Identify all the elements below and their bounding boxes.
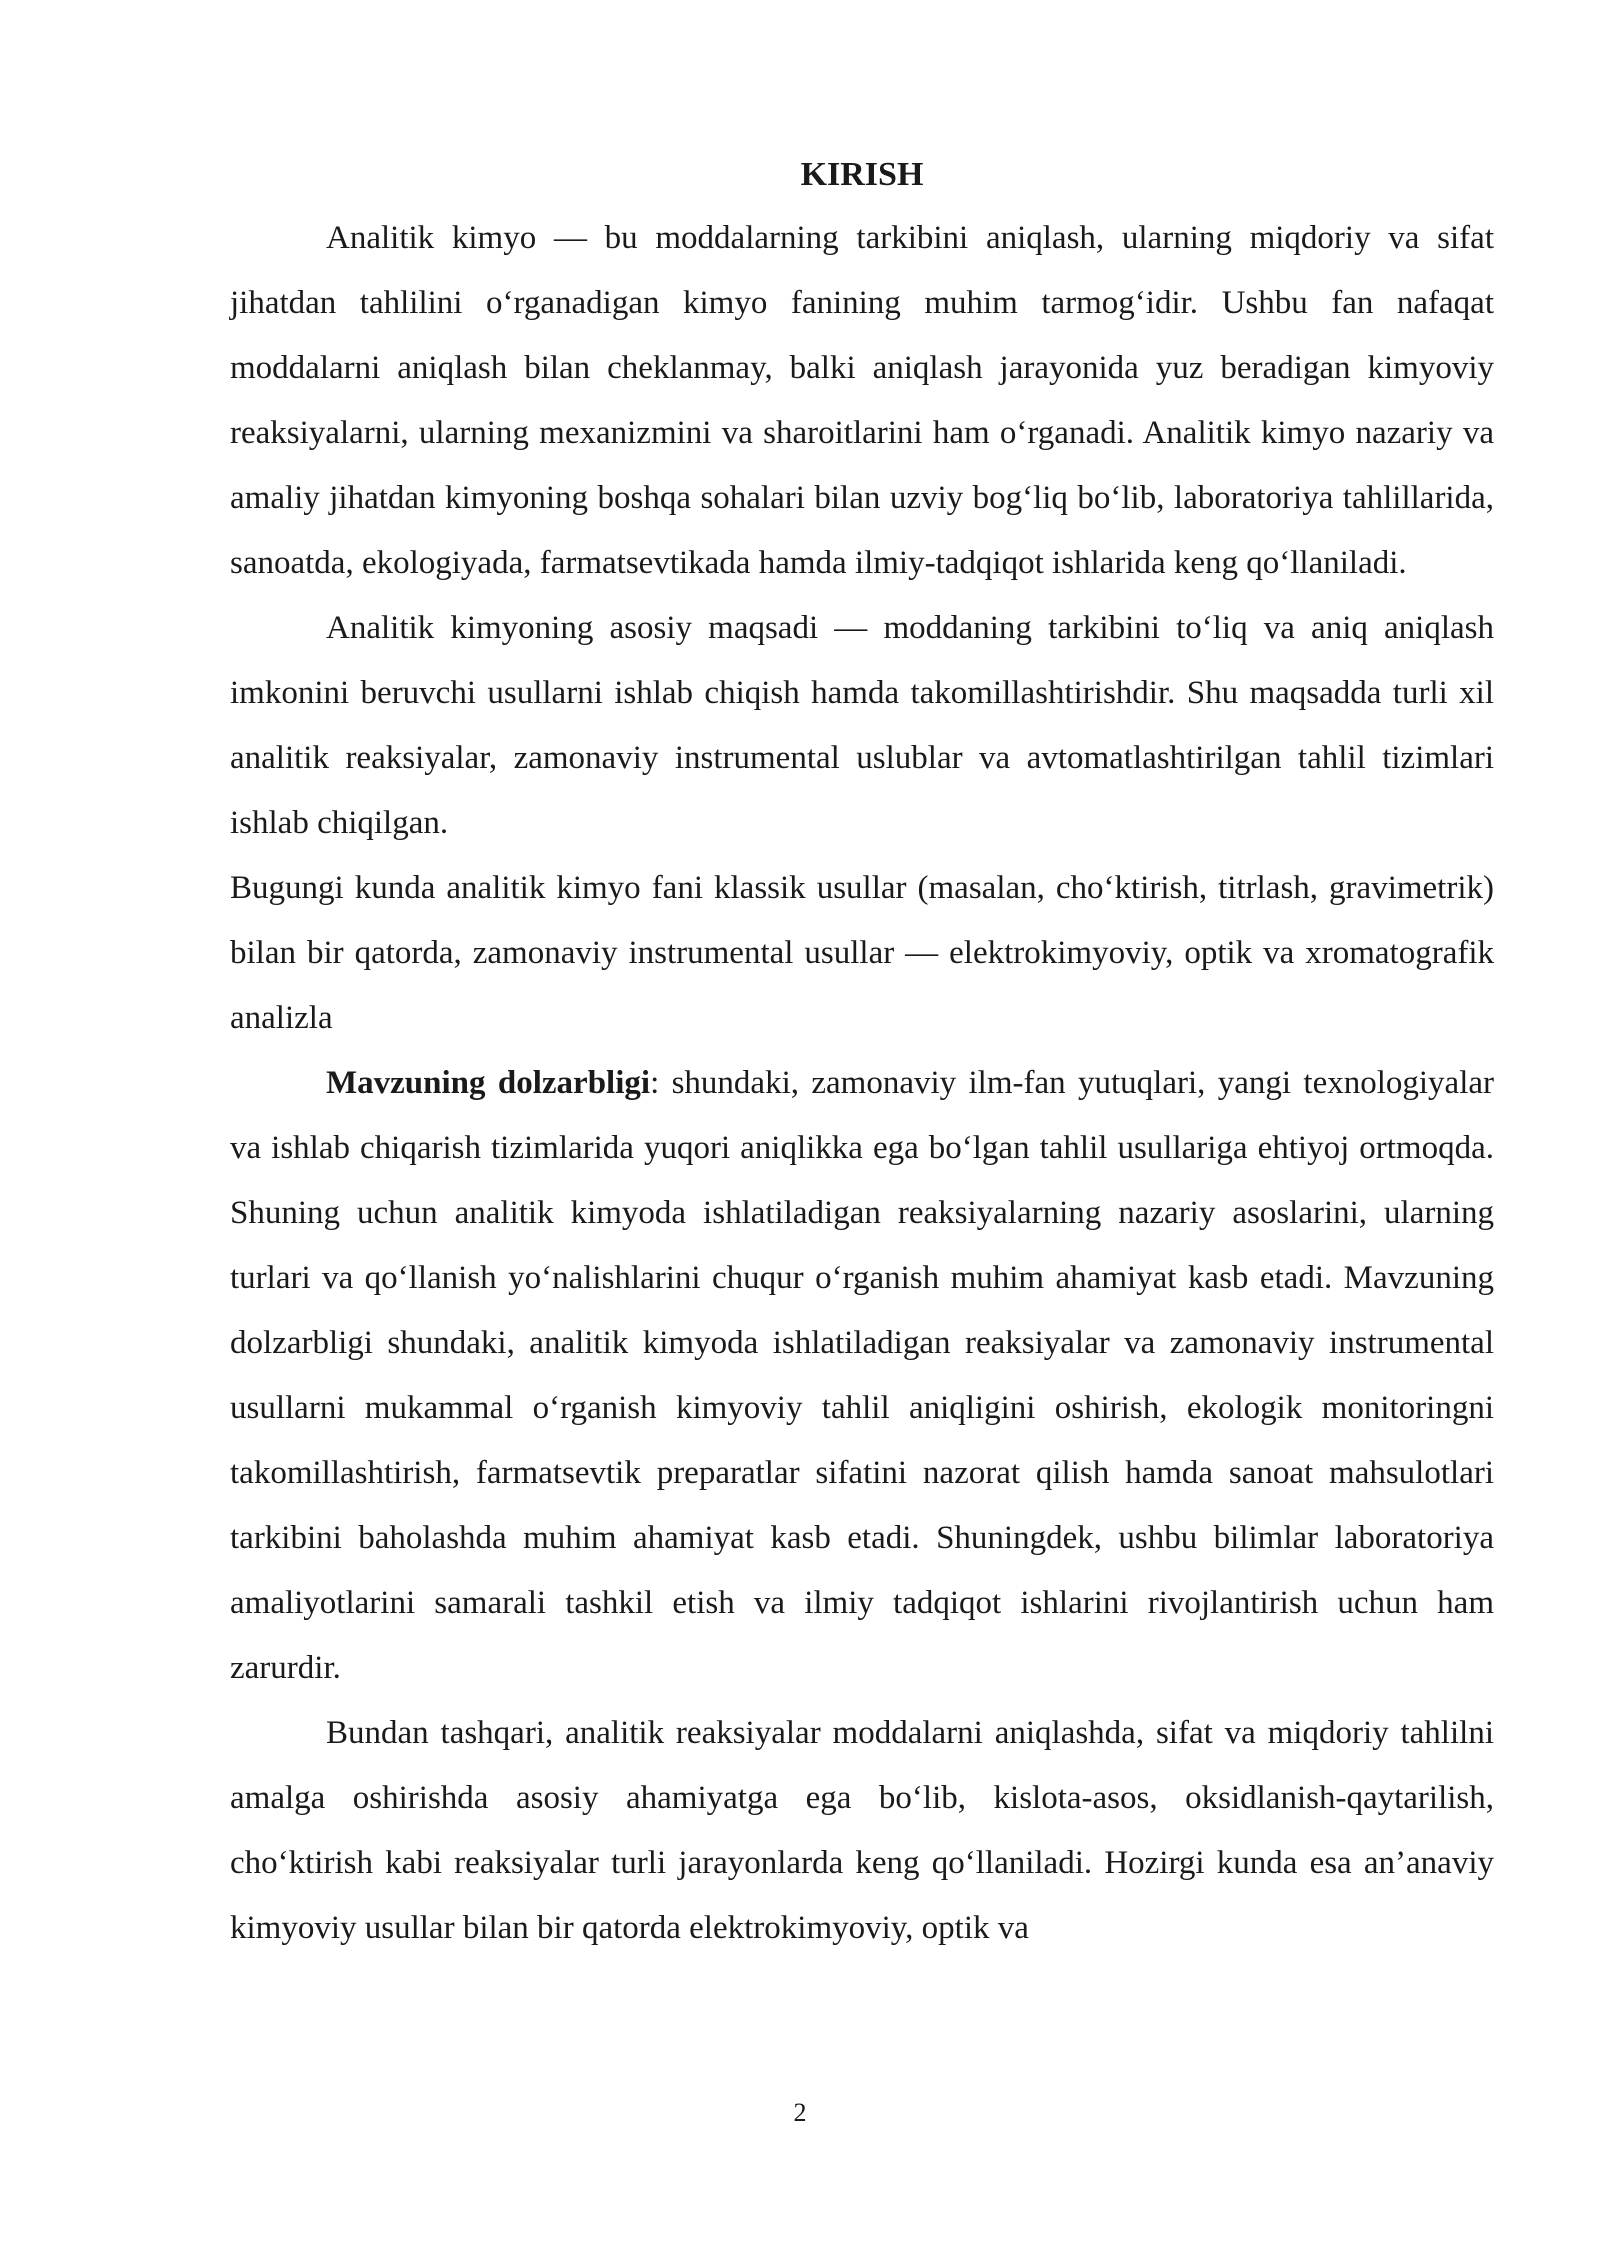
paragraph-additionally: Bundan tashqari, analitik reaksiyalar moddalarni aniqlashda, sifat va miqdoriy tahlilni amalga oshirishda asosiy ahamiyatga ega bo‘lib, kislota-asos, oksidlanish-qaytarilish, cho‘ktirish kabi reaksiyalar turli jarayonlarda keng qo‘llaniladi. Hozirgi kunda esa an’anaviy kimyoviy usullar bilan bir qatorda elektrokimyoviy, optik va	[230, 1715, 1494, 1946]
relevance-heading: Mavzuning dolzarbligi	[326, 1065, 651, 1101]
document-page	[230, 148, 1494, 1961]
page-title: KIRISH	[800, 156, 924, 193]
paragraph-today: Bugungi kunda analitik kimyo fani klassik usullar (masalan, cho‘ktirish, titrlash, gravimetrik) bilan bir qatorda, zamonaviy instrumental usullar — elektrokimyoviy, optik va xromatografik analizla	[230, 870, 1494, 1036]
paragraph-main-goal: Analitik kimyoning asosiy maqsadi — moddaning tarkibini to‘liq va aniq aniqlash imkonini beruvchi usullarni ishlab chiqish hamda takomillashtirishdir. Shu maqsadda turli xil analitik reaksiyalar, zamonaviy instrumental uslublar va avtomatlashtirilgan tahlil tizimlari ishlab chiqilgan.	[230, 610, 1494, 841]
relevance-text: : shundaki, zamonaviy ilm-fan yutuqlari, yangi texnologiyalar va ishlab chiqarish tizimlarida yuqori aniqlikka ega bo‘lgan tahlil usullariga ehtiyoj ortmoqda. Shuning uchun analitik kimyoda ishlatiladigan reaksiyalarning nazariy asoslarini, ularning turlari va qo‘llanish yo‘nalishlarini chuqur o‘rganish muhim ahamiyat kasb etadi. Mavzuning dolzarbligi shundaki, analitik kimyoda ishlatiladigan reaksiyalar va zamonaviy instrumental usullarni mukammal o‘rganish kimyoviy tahlil aniqligini oshirish, ekologik monitoringni takomillashtirish, farmatsevtik preparatlar sifatini nazorat qilish hamda sanoat mahsulotlari tarkibini baholashda muhim ahamiyat kasb etadi. Shuningdek, ushbu bilimlar laboratoriya amaliyotlarini samarali tashkil etish va ilmiy tadqiqot ishlarini rivojlantirish uchun ham zarurdir.	[230, 1065, 1495, 1686]
paragraph-relevance	[230, 1051, 1494, 1701]
paragraph-intro: Analitik kimyo — bu moddalarning tarkibini aniqlash, ularning miqdoriy va sifat jihatdan tahlilini o‘rganadigan kimyo fanining muhim tarmog‘idir. Ushbu fan nafaqat moddalarni aniqlash bilan cheklanmay, balki aniqlash jarayonida yuz beradigan kimyoviy reaksiyalarni, ularning mexanizmini va sharoitlarini ham o‘rganadi. Analitik kimyo nazariy va amaliy jihatdan kimyoning boshqa sohalari bilan uzviy bog‘liq bo‘lib, laboratoriya tahlillarida, sanoatda, ekologiyada, farmatsevtikada hamda ilmiy-tadqiqot ishlarida keng qo‘llaniladi.	[230, 220, 1494, 581]
page-number: 2	[793, 2098, 807, 2127]
